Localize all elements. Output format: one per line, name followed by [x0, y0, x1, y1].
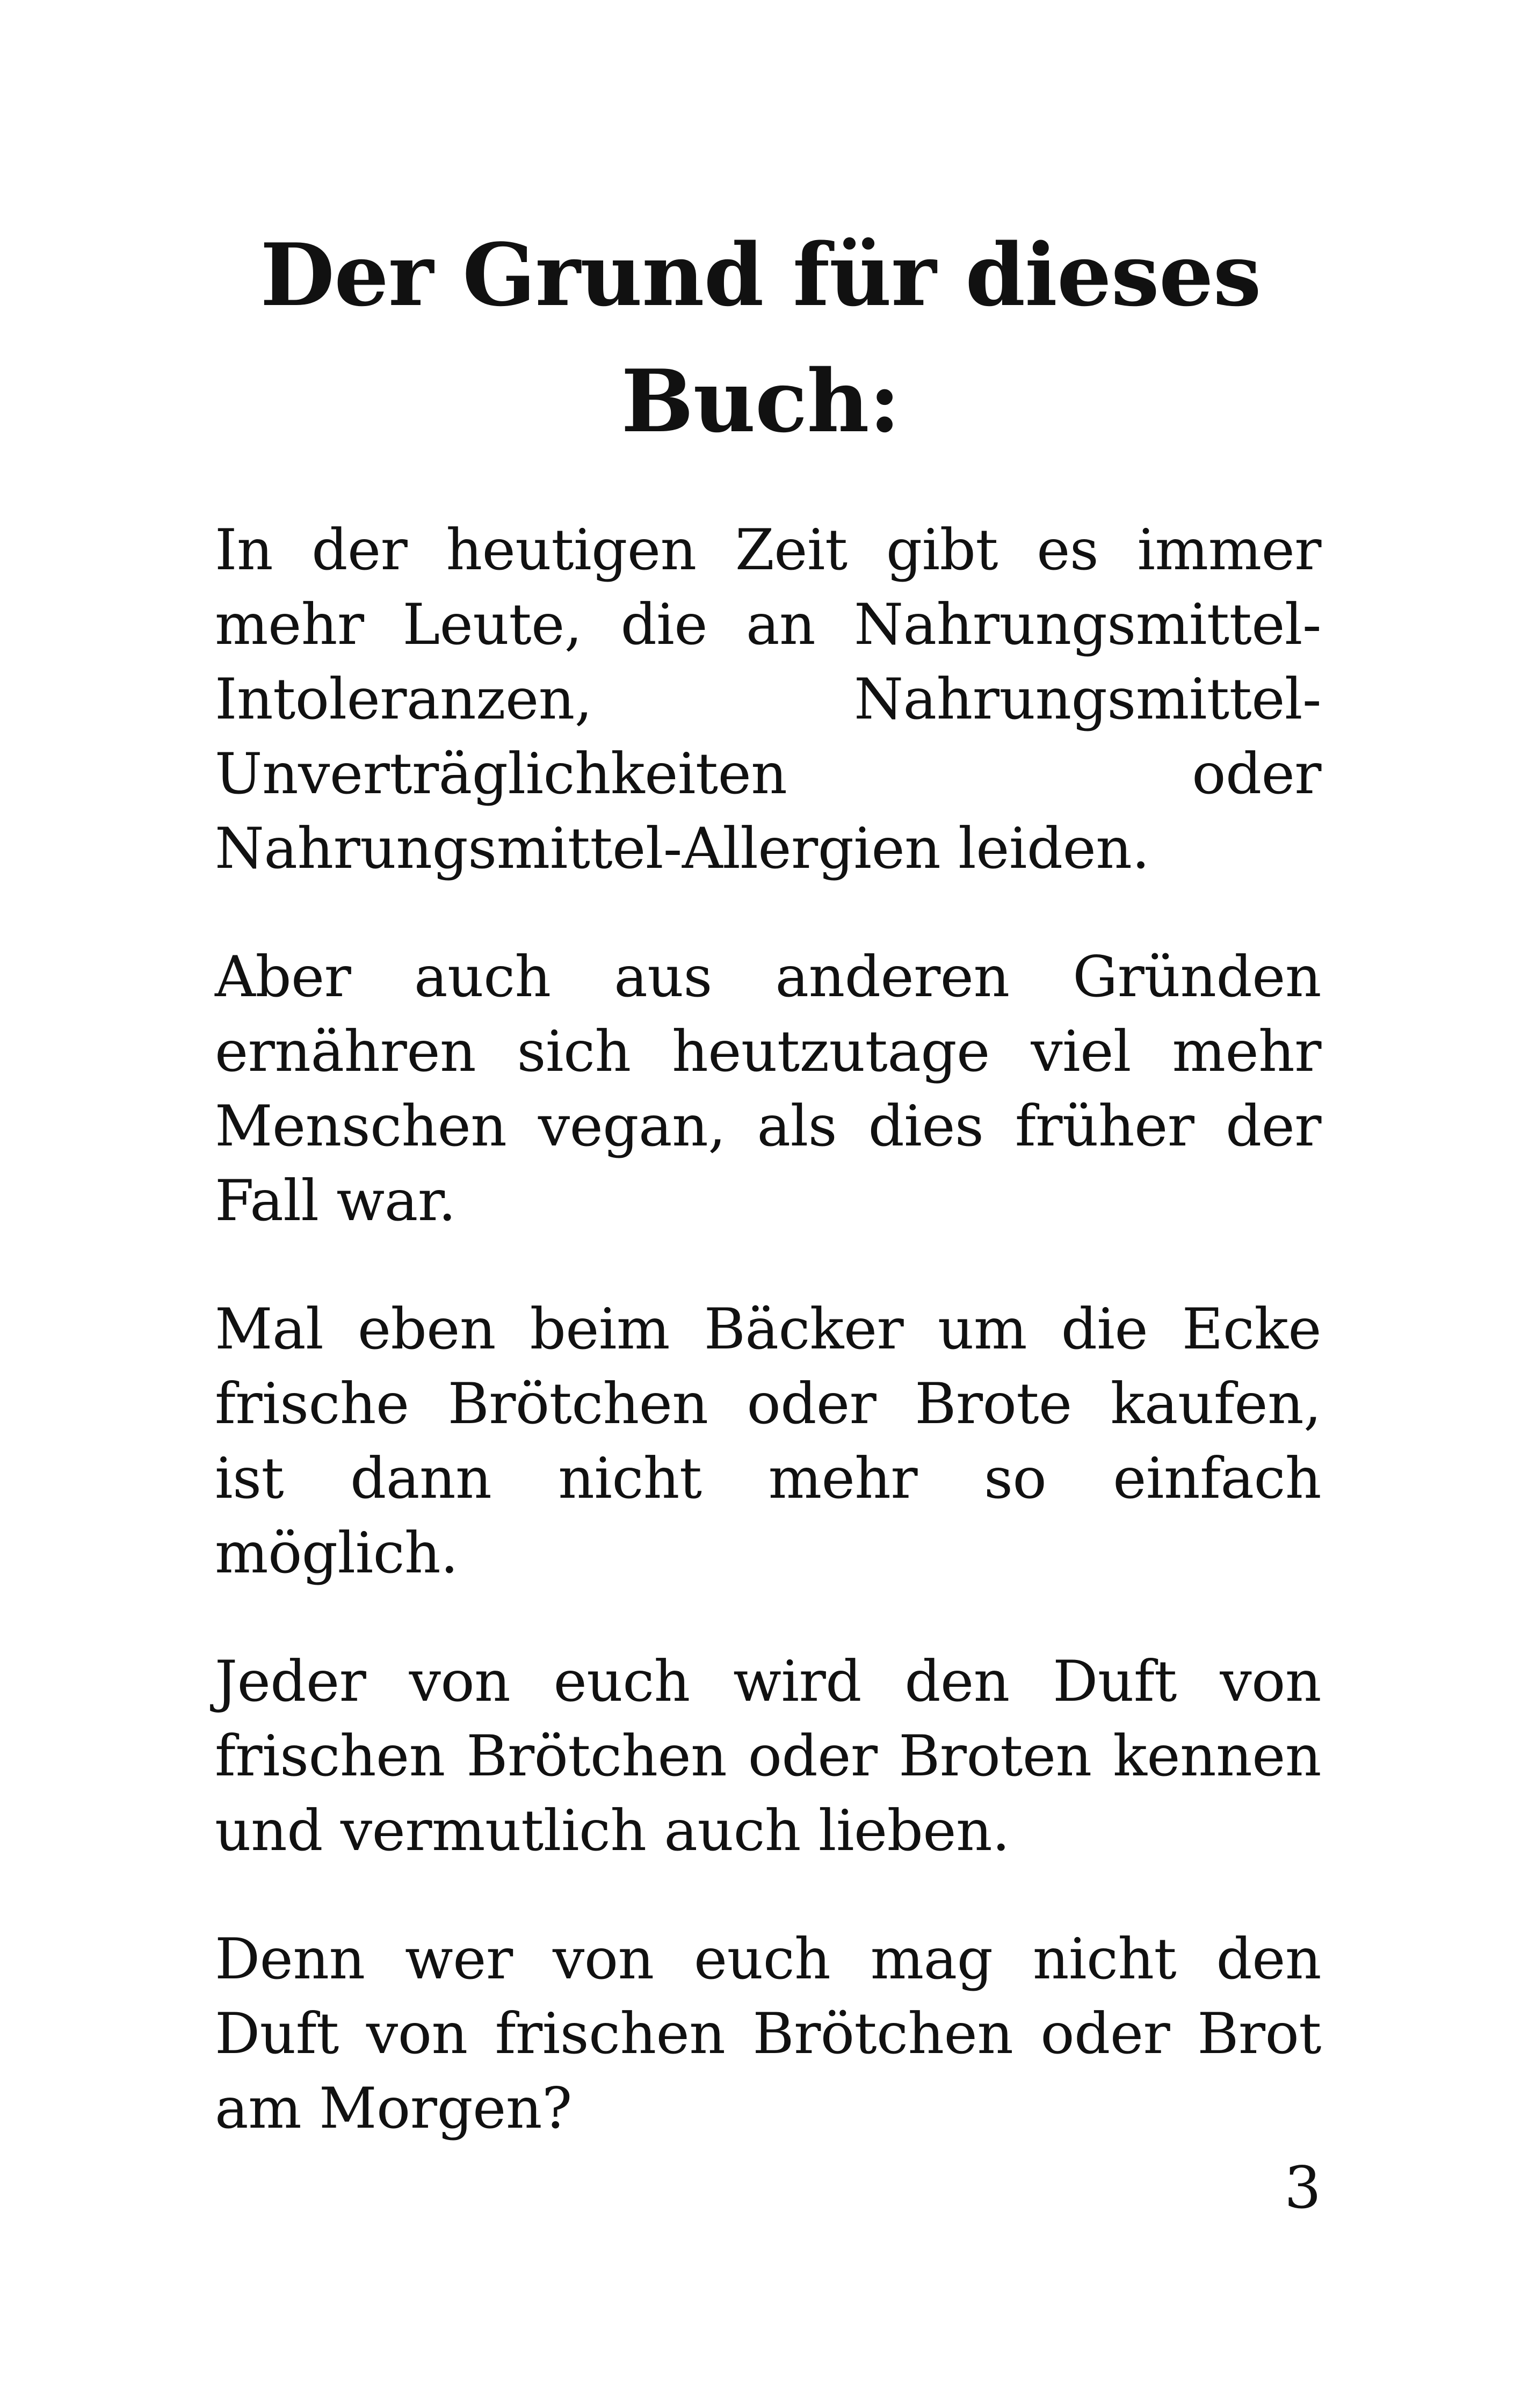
page-number: 3	[1284, 2155, 1321, 2222]
paragraph: Mal eben beim Bäcker um die Ecke frische Brötchen oder Brote kaufen, ist dann nicht mehr so einfach möglich.	[215, 1296, 1321, 1586]
paragraph: Denn wer von euch mag nicht den Duft von frischen Brötchen oder Brot am Morgen?	[215, 1926, 1321, 2141]
paragraph: In der heutigen Zeit gibt es immer mehr Leute, die an Nahrungsmittel-Intoleranzen, Nahrungsmittel-Unverträglichkeiten oder Nahrungsmittel-Allergien leiden.	[215, 517, 1321, 881]
paragraph: Jeder von euch wird den Duft von frischen Brötchen oder Broten kennen und vermutlich auch lieben.	[215, 1649, 1321, 1863]
chapter-title: Der Grund für dieses Buch:	[260, 224, 1261, 452]
body-text	[215, 513, 1321, 2200]
paragraph: Aber auch aus anderen Gründen ernähren sich heutzutage viel mehr Menschen vegan, als dies früher der Fall war.	[215, 944, 1321, 1234]
